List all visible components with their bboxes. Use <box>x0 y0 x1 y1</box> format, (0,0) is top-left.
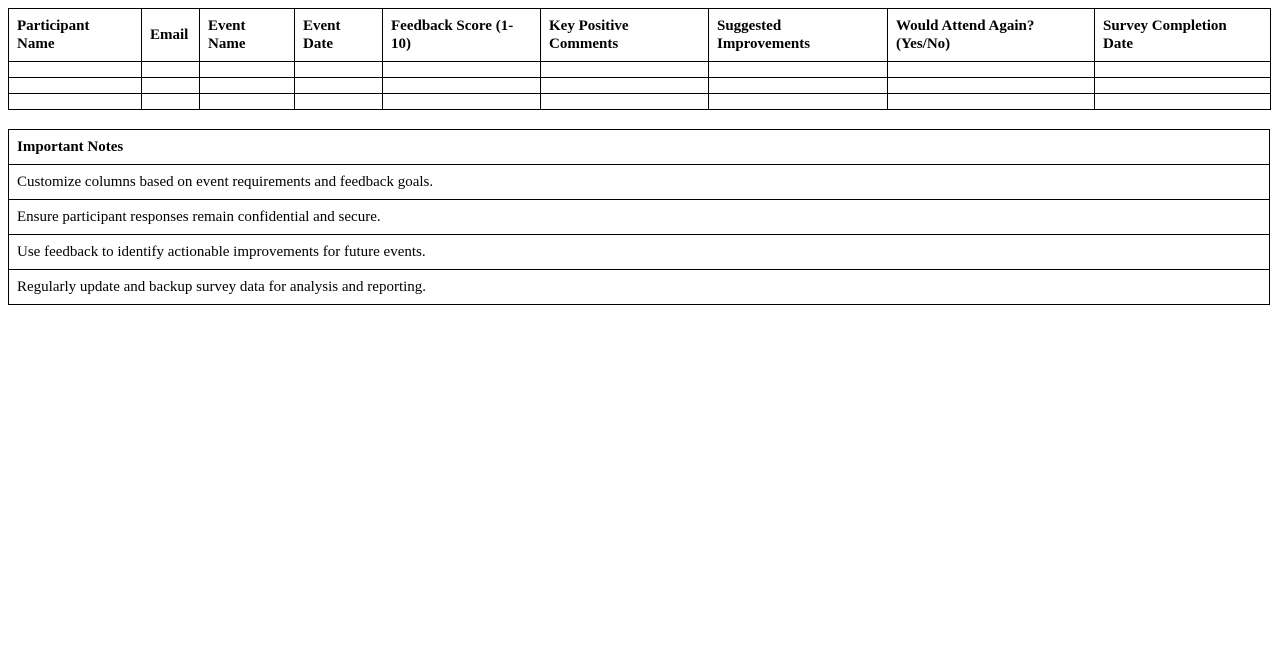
table-cell[interactable] <box>142 62 200 78</box>
notes-heading-row <box>9 130 1270 165</box>
column-header-text: Date <box>303 36 333 52</box>
column-header-text: Participant <box>17 18 90 34</box>
column-header-text: Event <box>208 18 246 34</box>
table-cell[interactable] <box>9 94 142 110</box>
column-header-text: 10) <box>391 36 411 52</box>
column-header-text: Suggested <box>717 18 782 34</box>
column-header-text: Date <box>1103 36 1133 52</box>
table-row <box>9 62 1271 78</box>
column-header <box>1095 9 1271 62</box>
table-cell[interactable] <box>295 78 383 94</box>
column-header-text: Feedback Score (1- <box>391 18 514 34</box>
table-cell[interactable] <box>383 94 541 110</box>
note-row <box>9 165 1270 200</box>
note-row <box>9 200 1270 235</box>
table-cell[interactable] <box>888 62 1095 78</box>
column-header-text: Name <box>208 36 246 52</box>
table-row <box>9 94 1271 110</box>
column-header <box>295 9 383 62</box>
table-cell[interactable] <box>383 62 541 78</box>
important-notes-table <box>8 129 1270 305</box>
note-item: Ensure participant responses remain confidential and secure. <box>9 200 1270 235</box>
table-cell[interactable] <box>541 94 709 110</box>
survey-feedback-table <box>8 8 1271 110</box>
table-cell[interactable] <box>9 62 142 78</box>
table-cell[interactable] <box>295 62 383 78</box>
table-cell[interactable] <box>888 78 1095 94</box>
notes-heading: Important Notes <box>9 130 1270 165</box>
column-header-text: Email <box>150 27 189 43</box>
table-cell[interactable] <box>383 78 541 94</box>
column-header-text: (Yes/No) <box>896 36 951 52</box>
column-header <box>200 9 295 62</box>
column-header-text: Improvements <box>717 36 811 52</box>
note-item: Use feedback to identify actionable improvements for future events. <box>9 235 1270 270</box>
table-cell[interactable] <box>541 62 709 78</box>
column-header-text: Key Positive <box>549 18 629 34</box>
column-header-text: Name <box>17 36 55 52</box>
column-header-text: Event <box>303 18 341 34</box>
table-cell[interactable] <box>9 78 142 94</box>
table-header-row <box>9 9 1271 62</box>
table-cell[interactable] <box>709 94 888 110</box>
table-cell[interactable] <box>200 62 295 78</box>
column-header-text: Survey Completion <box>1103 18 1227 34</box>
column-header <box>142 9 200 62</box>
column-header <box>541 9 709 62</box>
table-cell[interactable] <box>541 78 709 94</box>
table-cell[interactable] <box>200 78 295 94</box>
note-item: Regularly update and backup survey data for analysis and reporting. <box>9 270 1270 305</box>
column-header <box>709 9 888 62</box>
note-row <box>9 235 1270 270</box>
table-row <box>9 78 1271 94</box>
table-cell[interactable] <box>200 94 295 110</box>
table-cell[interactable] <box>709 62 888 78</box>
table-cell[interactable] <box>142 94 200 110</box>
table-cell[interactable] <box>142 78 200 94</box>
note-item: Customize columns based on event requirements and feedback goals. <box>9 165 1270 200</box>
table-cell[interactable] <box>709 78 888 94</box>
table-cell[interactable] <box>1095 94 1271 110</box>
column-header <box>9 9 142 62</box>
note-row <box>9 270 1270 305</box>
column-header-text: Would Attend Again? <box>896 18 1035 34</box>
column-header <box>383 9 541 62</box>
table-cell[interactable] <box>888 94 1095 110</box>
table-cell[interactable] <box>1095 78 1271 94</box>
column-header-text: Comments <box>549 36 619 52</box>
document-page <box>0 0 1278 305</box>
table-cell[interactable] <box>1095 62 1271 78</box>
table-cell[interactable] <box>295 94 383 110</box>
column-header <box>888 9 1095 62</box>
